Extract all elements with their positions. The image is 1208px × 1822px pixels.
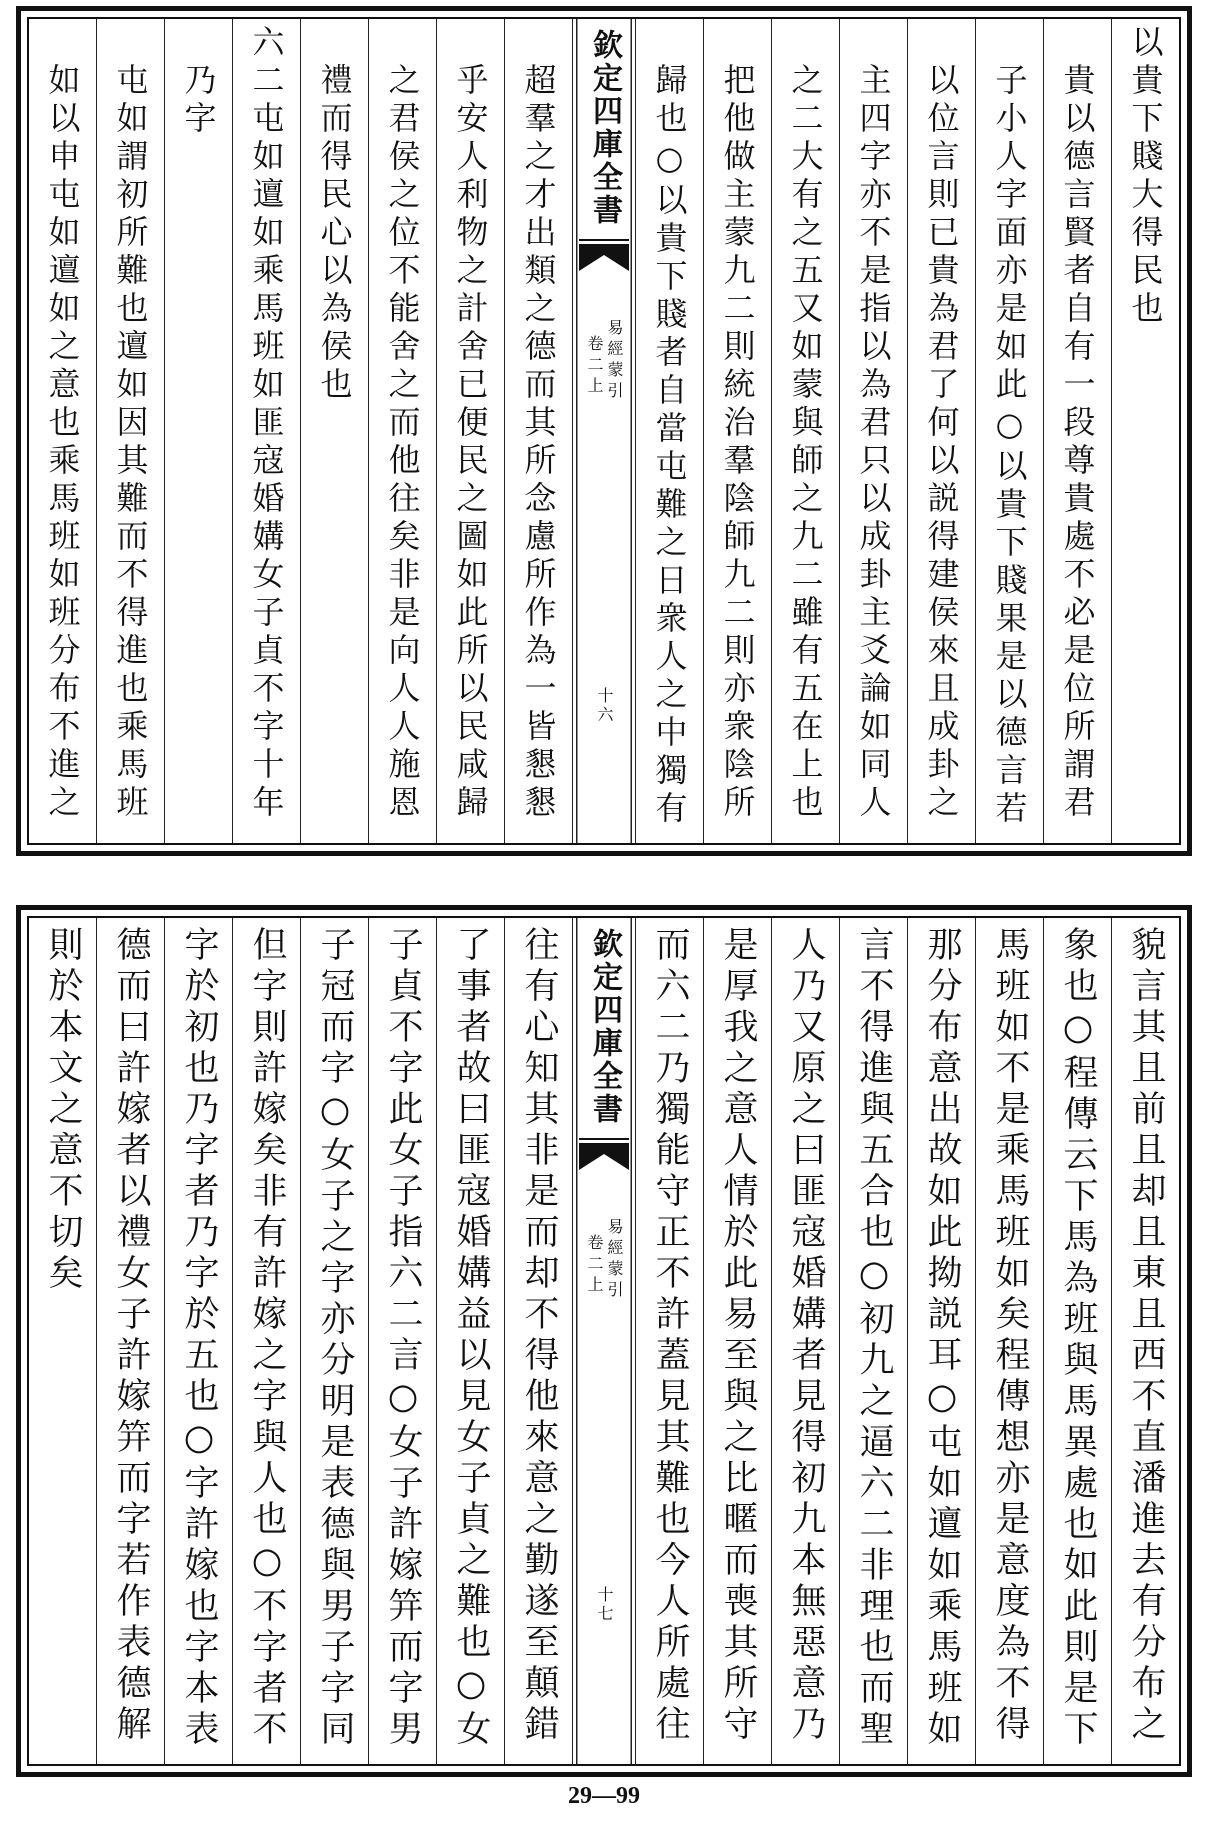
text-column [368, 19, 436, 843]
text-column [771, 918, 839, 1764]
column-text: 人乃又原之曰匪寇婚媾者見得初九本無惡意乃 [786, 926, 826, 1746]
text-column [29, 19, 96, 843]
text-column [1043, 19, 1111, 843]
column-text: 了事者故曰匪寇婚媾益以見女子貞之難也○女 [451, 926, 491, 1751]
page-frame-bottom [16, 905, 1192, 1777]
text-column [1111, 918, 1179, 1764]
text-column [300, 918, 368, 1764]
text-column [436, 918, 504, 1764]
banner-volume: 卷二上 [585, 1234, 604, 1297]
banner-page-number: 十六 [595, 687, 614, 725]
column-text: 主四字亦不是指以為君只以成卦主爻論如同人 [854, 63, 893, 823]
column-text: 貌言其且前且却且東且西不直潘進去有分布之 [1126, 926, 1166, 1746]
column-text: 以位言則已貴為君了何以説得建侯來且成卦之 [922, 63, 961, 823]
text-column [368, 918, 436, 1764]
text-column [907, 19, 975, 843]
text-column [703, 19, 771, 843]
column-text: 超羣之才出類之德而其所念慮所作為一皆懇懇 [519, 63, 558, 823]
column-text: 把他做主蒙九二則統治羣陰師九二則亦衆陰所 [718, 63, 757, 823]
text-column [504, 19, 572, 843]
column-text: 是厚我之意人情於此易至與之比暱而喪其所守 [718, 926, 758, 1746]
text-column [164, 918, 232, 1764]
column-text: 之二大有之五又如蒙與師之九二雖有五在上也 [786, 63, 825, 823]
banner-volume: 卷二上 [585, 335, 604, 398]
text-column [975, 918, 1043, 1764]
banner-book-title: 易經蒙引 [605, 319, 624, 403]
column-text: 乎安人利物之計舍已便民之圖如此所以民咸歸 [451, 63, 490, 823]
fishtail-ornament-icon [579, 1138, 629, 1172]
text-grid-bottom [27, 916, 1181, 1766]
text-column [975, 19, 1043, 843]
column-text: 馬班如不是乘馬班如矣程傳想亦是意度為不得 [990, 926, 1030, 1746]
banner-title: 欽定四庫全書 [587, 928, 622, 1126]
column-text: 子冠而字○女子之字亦分明是表德與男子字同 [315, 926, 355, 1751]
column-text: 那分布意出故如此拗説耳○屯如邅如乘馬班如 [922, 926, 962, 1751]
text-grid-top [27, 17, 1181, 845]
column-text: 之君侯之位不能舍之而他往矣非是向人人施恩 [383, 63, 422, 823]
text-column [96, 918, 164, 1764]
column-text: 字於初也乃字者乃字於五也○字許嫁也字本表 [179, 926, 219, 1751]
text-column [504, 918, 572, 1764]
text-column [29, 918, 96, 1764]
text-column [164, 19, 232, 843]
text-column [1043, 918, 1111, 1764]
column-text: 歸也○以貴下賤者自當屯難之日衆人之中獨有 [650, 63, 689, 829]
center-banner [572, 918, 635, 1764]
column-text: 六二屯如邅如乘馬班如匪寇婚媾女子貞不字十年 [247, 25, 286, 823]
page-footer-number: 29—99 [568, 1783, 640, 1809]
banner-title: 欽定四庫全書 [587, 29, 622, 227]
column-text: 德而曰許嫁者以禮女子許嫁笄而字若作表德解 [111, 926, 151, 1746]
text-column [436, 19, 504, 843]
fishtail-ornament-icon [579, 239, 629, 273]
banner-subtitle [586, 1218, 622, 1302]
column-text: 而六二乃獨能守正不許蓋見其難也今人所處往 [650, 926, 690, 1746]
text-column [635, 19, 703, 843]
center-banner [572, 19, 635, 843]
column-text: 往有心知其非是而却不得他來意之勤遂至顛錯 [519, 926, 559, 1746]
column-text: 乃字 [179, 63, 218, 139]
column-text: 言不得進與五合也○初九之逼六二非理也而聖 [854, 926, 894, 1751]
column-text: 以貴下賤大得民也 [1126, 25, 1165, 329]
column-text: 如以申屯如邅如之意也乘馬班如班分布不進之 [43, 63, 82, 823]
column-text: 貴以德言賢者自有一段尊貴處不必是位所謂君 [1058, 63, 1097, 823]
column-text: 但字則許嫁矣非有許嫁之字與人也○不字者不 [247, 926, 287, 1751]
column-text: 子小人字面亦是如此○以貴下賤果是以德言若 [990, 63, 1029, 829]
text-column [839, 918, 907, 1764]
text-column [96, 19, 164, 843]
text-column [839, 19, 907, 843]
column-text: 子貞不字此女子指六二言○女子許嫁笄而字男 [383, 926, 423, 1751]
text-column [703, 918, 771, 1764]
banner-book-title: 易經蒙引 [605, 1218, 624, 1302]
column-text: 屯如謂初所難也邅如因其難而不得進也乘馬班 [111, 63, 150, 823]
column-text: 禮而得民心以為侯也 [315, 63, 354, 405]
page-frame-top [16, 6, 1192, 856]
banner-page-number: 十七 [595, 1586, 614, 1624]
text-column [635, 918, 703, 1764]
banner-subtitle [586, 319, 622, 403]
column-text: 象也○程傳云下馬為班與馬異處也如此則是下 [1058, 926, 1098, 1751]
text-column [232, 918, 300, 1764]
column-text: 則於本文之意不切矣 [43, 926, 83, 1295]
text-column [232, 19, 300, 843]
text-column [771, 19, 839, 843]
text-column [907, 918, 975, 1764]
text-column [1111, 19, 1179, 843]
text-column [300, 19, 368, 843]
